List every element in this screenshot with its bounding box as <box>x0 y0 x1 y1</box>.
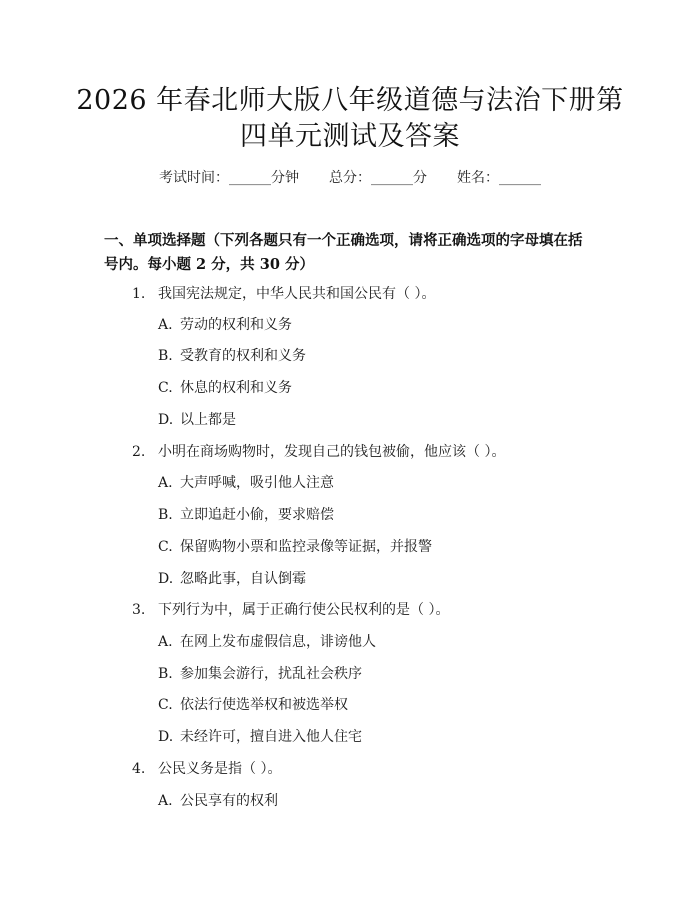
question-number: 1. <box>132 286 146 302</box>
section-heading-single-choice: 一、单项选择题（下列各题只有一个正确选项，请将正确选项的字母填在括号内。每小题 2 分，共 30 分） <box>104 232 583 273</box>
question-text: 下列行为中，属于正确行使公民权利的是（ ）。 <box>158 602 450 618</box>
question-number: 4. <box>132 761 146 777</box>
option-letter: C. <box>158 380 173 396</box>
option-text: 依法行使选举权和被选举权 <box>180 697 348 713</box>
option-letter: B. <box>158 666 173 682</box>
question-4-option-a <box>158 790 278 810</box>
option-letter: A. <box>158 793 173 809</box>
question-2-option-a <box>158 472 334 492</box>
option-letter: A. <box>158 634 173 650</box>
option-text: 受教育的权利和义务 <box>180 348 306 364</box>
option-text: 在网上发布虚假信息，诽谤他人 <box>180 634 376 650</box>
question-3-option-b <box>158 663 362 683</box>
question-2 <box>132 441 505 461</box>
question-3-option-a <box>158 631 376 651</box>
question-2-option-c <box>158 536 432 556</box>
question-2-option-b <box>158 504 334 524</box>
option-text: 以上都是 <box>180 412 236 428</box>
student-name-field: 姓名：______ <box>457 170 541 186</box>
option-letter: B. <box>158 507 173 523</box>
option-letter: D. <box>158 412 174 428</box>
question-3-option-c <box>158 694 348 714</box>
option-letter: C. <box>158 697 173 713</box>
question-text: 小明在商场购物时，发现自己的钱包被偷，他应该（ ）。 <box>158 444 506 460</box>
option-text: 劳动的权利和义务 <box>180 317 292 333</box>
option-letter: D. <box>158 729 174 745</box>
question-number: 2. <box>132 444 146 460</box>
question-3-option-d <box>158 726 362 746</box>
document-title-line-1: 2026 年春北师大版八年级道德与法治下册第 <box>76 85 624 116</box>
question-2-option-d <box>158 568 306 588</box>
option-text: 保留购物小票和监控录像等证据，并报警 <box>180 539 432 555</box>
question-number: 3. <box>132 602 146 618</box>
question-text: 我国宪法规定，中华人民共和国公民有（ ）。 <box>158 286 436 302</box>
question-4 <box>132 758 281 778</box>
option-text: 公民享有的权利 <box>180 793 278 809</box>
question-1-option-d <box>158 409 236 429</box>
option-text: 大声呼喊，吸引他人注意 <box>180 475 334 491</box>
option-text: 立即追赶小偷，要求赔偿 <box>180 507 334 523</box>
option-text: 未经许可，擅自进入他人住宅 <box>180 729 362 745</box>
question-text: 公民义务是指（ ）。 <box>158 761 282 777</box>
document-title-line-2: 四单元测试及答案 <box>240 121 460 152</box>
option-text: 休息的权利和义务 <box>180 380 292 396</box>
option-letter: A. <box>158 317 173 333</box>
option-letter: D. <box>158 571 174 587</box>
option-letter: C. <box>158 539 173 555</box>
question-1-option-c <box>158 377 292 397</box>
question-1-option-b <box>158 345 306 365</box>
option-text: 忽略此事，自认倒霉 <box>180 571 306 587</box>
option-letter: A. <box>158 475 173 491</box>
question-1-option-a <box>158 314 292 334</box>
option-letter: B. <box>158 348 173 364</box>
option-text: 参加集会游行，扰乱社会秩序 <box>180 666 362 682</box>
total-score-field: 总分：______分 <box>329 170 427 186</box>
exam-time-field: 考试时间：______分钟 <box>159 170 299 186</box>
question-1 <box>132 283 435 303</box>
question-3 <box>132 599 449 619</box>
exam-meta <box>0 167 700 187</box>
